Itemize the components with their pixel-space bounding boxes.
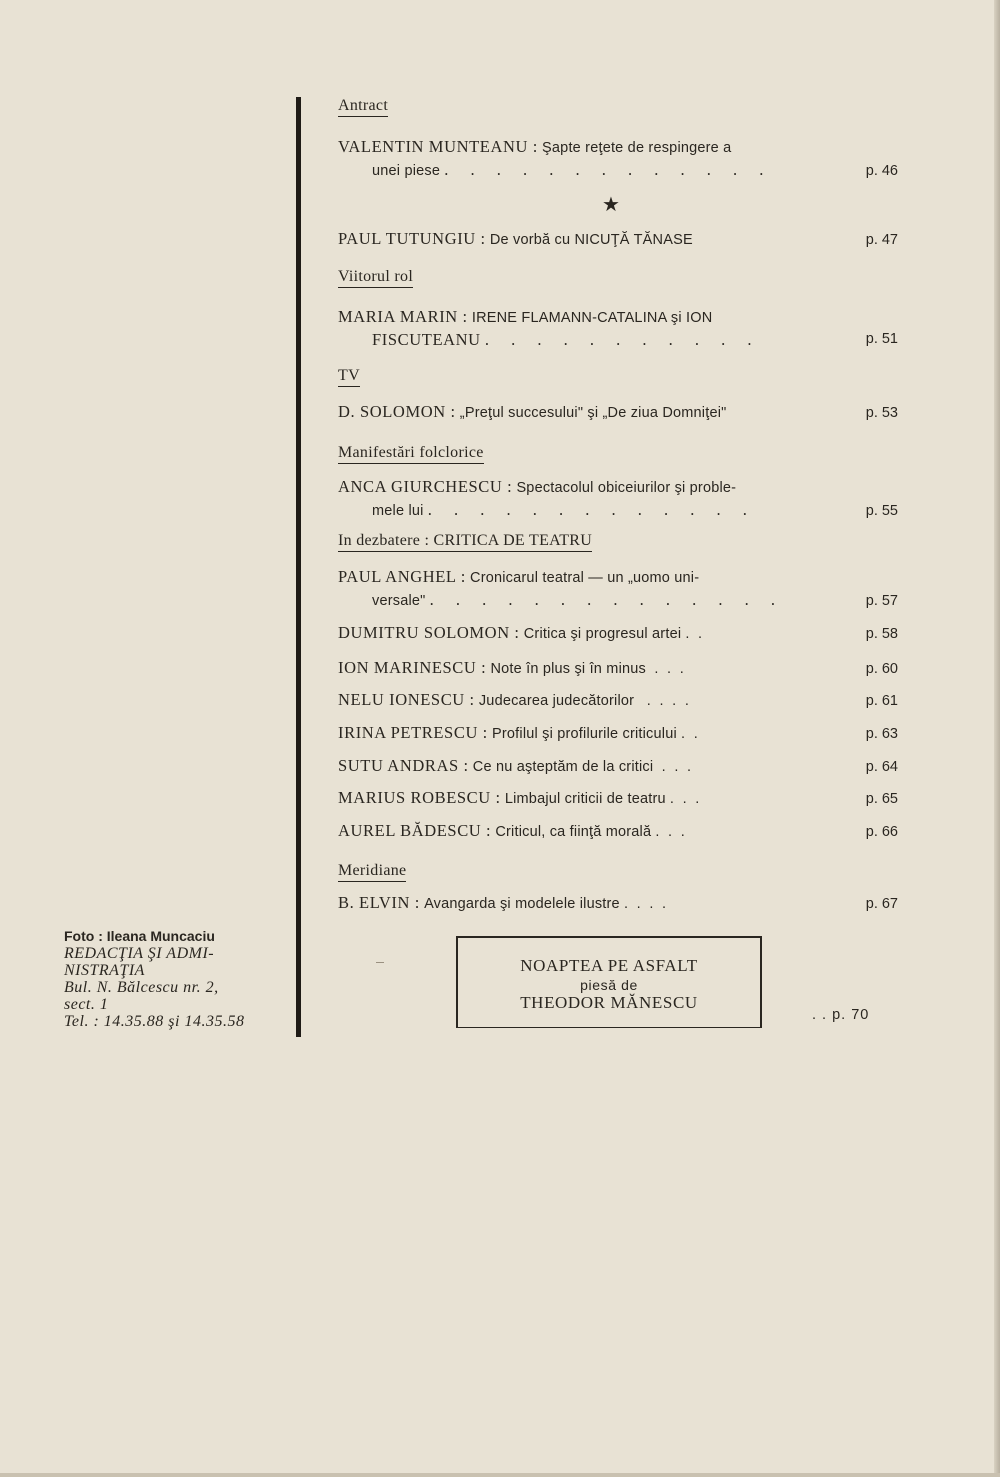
- entry-title: Judecarea judecătorilor: [478, 693, 635, 709]
- entry-page: p. 67: [865, 896, 898, 912]
- entry-title: Spectacolul obiceiurilor şi proble-: [516, 480, 737, 496]
- toc-entry: ION MARINESCU : Note în plus şi în minus . . . p. 60: [338, 657, 898, 680]
- entry-author: IRINA PETRESCU :: [338, 723, 488, 742]
- entry-page: p. 47: [865, 232, 898, 248]
- redaction-label-cont: NISTRAŢIA: [64, 962, 145, 979]
- entry-title: Criticul, ca fiinţă morală: [495, 824, 652, 840]
- vertical-rule: [296, 97, 301, 1037]
- entry-page: p. 61: [865, 693, 898, 709]
- page-edge-bottom: [0, 1473, 1000, 1477]
- entry-page: p. 53: [865, 405, 898, 421]
- section-heading: In dezbatere : CRITICA DE TEATRU: [338, 532, 592, 552]
- play-title: NOAPTEA PE ASFALT: [520, 956, 698, 975]
- toc-entry: [338, 228, 898, 251]
- redaction-label: REDACŢIA ŞI ADMI-: [64, 945, 215, 962]
- entry-title: Cronicarul teatral — un „uomo uni-: [470, 570, 700, 586]
- credits-block: [64, 928, 294, 1030]
- entry-title-cont: versale": [372, 593, 426, 609]
- toc-entry: PAUL ANGHEL : Cronicarul teatral — un „uomo uni- versale" . . . . . . . . . . . . . . p. 57: [338, 566, 898, 612]
- page-edge: [994, 0, 1000, 1477]
- entry-author: AUREL BĂDESCU :: [338, 821, 492, 840]
- entry-title: Note în plus şi în minus: [490, 661, 646, 677]
- play-author: THEODOR MĂNESCU: [520, 993, 698, 1012]
- entry-title: Critica şi progresul artei: [523, 626, 682, 642]
- phone: Tel. : 14.35.88 şi 14.35.58: [64, 1013, 245, 1030]
- entry-page: p. 60: [865, 661, 898, 677]
- toc-entry: ANCA GIURCHESCU : Spectacolul obiceiurilor şi proble- mele lui . . . . . . . . . . . . . p. 55: [338, 476, 898, 522]
- entry-page: p. 58: [865, 626, 898, 642]
- entry-title: Avangarda şi modelele ilustre: [424, 896, 620, 912]
- entry-author: PAUL TUTUNGIU :: [338, 229, 486, 248]
- toc-entry: SUTU ANDRAS : Ce nu aşteptăm de la critici . . . p. 64: [338, 755, 898, 778]
- entry-author: D. SOLOMON :: [338, 402, 456, 421]
- entry-author: SUTU ANDRAS :: [338, 756, 469, 775]
- stray-mark: [376, 962, 384, 963]
- entry-title: IRENE FLAMANN-CATALINA şi ION: [471, 310, 713, 326]
- section-heading: Meridiane: [338, 862, 406, 882]
- entry-page: p. 63: [865, 726, 898, 742]
- entry-title: Şapte reţete de respingere a: [542, 140, 732, 156]
- entry-title-cont: FISCUTEANU: [372, 330, 481, 349]
- featured-play-box: [456, 936, 762, 1028]
- toc-entry: [338, 401, 898, 424]
- toc-entry: MARIUS ROBESCU : Limbajul criticii de teatru . . . p. 65: [338, 787, 898, 810]
- photo-credit: Foto : Ileana Muncaciu: [64, 928, 215, 944]
- entry-author: ANCA GIURCHESCU :: [338, 477, 513, 496]
- entry-author: DUMITRU SOLOMON :: [338, 623, 520, 642]
- toc-entry: B. ELVIN : Avangarda şi modelele ilustre . . . . p. 67: [338, 892, 898, 915]
- play-subtitle: piesă de: [580, 977, 638, 993]
- entry-title: De vorbă cu NICUŢĂ TĂNASE: [489, 232, 693, 248]
- toc-entry: DUMITRU SOLOMON : Critica şi progresul artei . . p. 58: [338, 622, 898, 645]
- entry-title: „Preţul succesului" şi „De ziua Domniţei": [459, 405, 727, 421]
- sector: sect. 1: [64, 996, 109, 1013]
- entry-author: NELU IONESCU :: [338, 690, 475, 709]
- toc-entry: IRINA PETRESCU : Profilul şi profilurile criticului . . p. 63: [338, 722, 898, 745]
- entry-title: Profilul şi profilurile criticului: [492, 726, 677, 742]
- entry-page: p. 55: [865, 503, 898, 519]
- toc-entry: NELU IONESCU : Judecarea judecătorilor . . . . p. 61: [338, 689, 898, 712]
- entry-title-cont: unei piese: [372, 163, 441, 179]
- toc-entry: AUREL BĂDESCU : Criticul, ca fiinţă morală . . . p. 66: [338, 820, 898, 843]
- entry-title: Ce nu aşteptăm de la critici: [472, 759, 654, 775]
- toc-entry: MARIA MARIN : IRENE FLAMANN-CATALINA şi ION FISCUTEANU . . . . . . . . . . . p. 51: [338, 307, 898, 349]
- entry-author: ION MARINESCU :: [338, 658, 487, 677]
- entry-title: Limbajul criticii de teatru: [504, 791, 666, 807]
- play-page: . . p. 70: [812, 1007, 870, 1023]
- entry-page: p. 51: [865, 331, 898, 347]
- entry-author: B. ELVIN :: [338, 893, 420, 912]
- entry-page: p. 64: [865, 759, 898, 775]
- section-heading: TV: [338, 367, 360, 387]
- section-heading: Antract: [338, 97, 388, 117]
- entry-page: p. 66: [865, 824, 898, 840]
- entry-author: MARIA MARIN :: [338, 307, 468, 326]
- entry-author: VALENTIN MUNTEANU :: [338, 137, 538, 156]
- entry-page: p. 65: [865, 791, 898, 807]
- entry-page: p. 57: [865, 593, 898, 609]
- entry-author: MARIUS ROBESCU :: [338, 788, 501, 807]
- entry-page: p. 46: [865, 163, 898, 179]
- entry-author: PAUL ANGHEL :: [338, 567, 466, 586]
- section-heading: Viitorul rol: [338, 268, 413, 288]
- toc-entry: VALENTIN MUNTEANU : Şapte reţete de respingere a unei piese . . . . . . . . . . . . . p. 46: [338, 136, 898, 182]
- entry-title-cont: mele lui: [372, 503, 424, 519]
- section-heading: Manifestări folclorice: [338, 444, 484, 464]
- star-icon: ★: [602, 194, 620, 216]
- address: Bul. N. Bălcescu nr. 2,: [64, 979, 219, 996]
